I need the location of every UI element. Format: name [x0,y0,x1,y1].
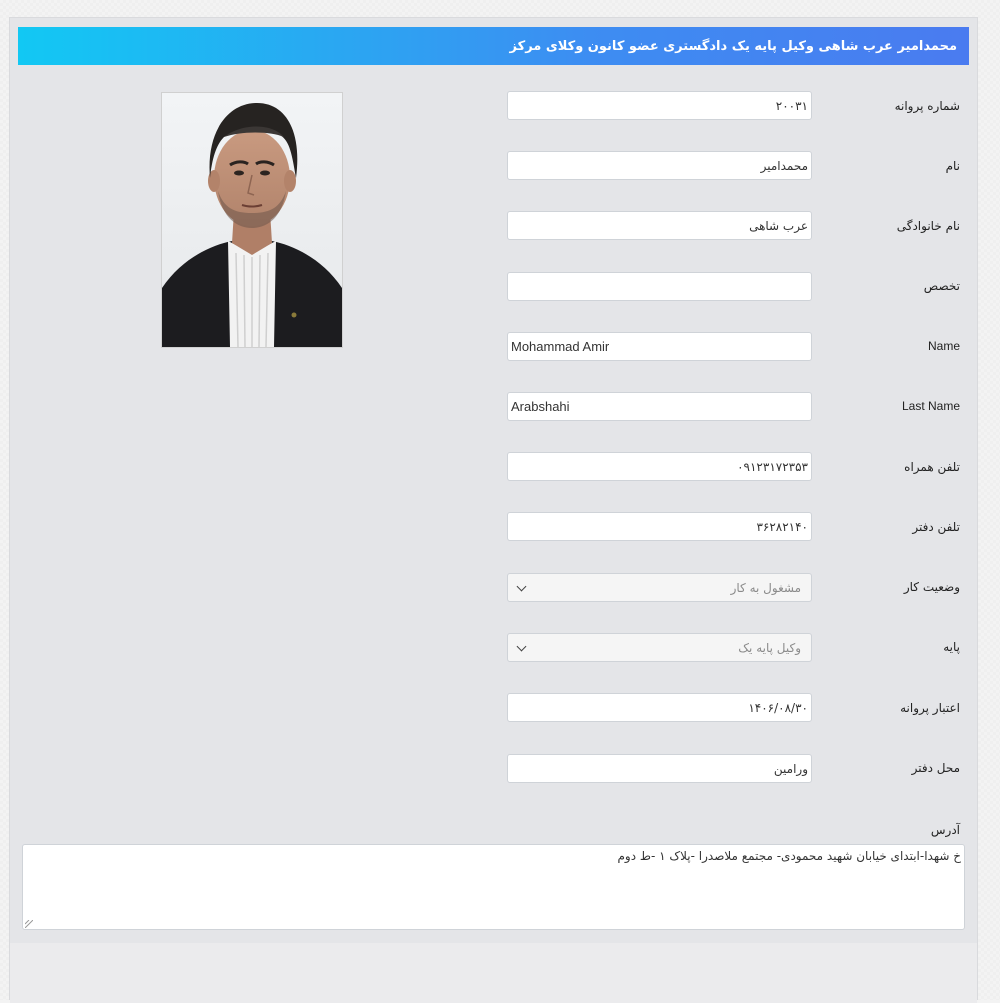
profile-header [18,27,969,65]
work-status-label: وضعیت کار [903,580,960,594]
first-name-label: نام [945,159,960,173]
page-title: محمدامیر عرب شاهی وکیل پایه یک دادگستری عضو کانون وکلای مرکز [509,38,957,54]
address-text: خ شهدا-ابتدای خیابان شهید محمودی- مجتمع ملاصدرا -پلاک ۱ -ط دوم [617,849,961,863]
office-phone-field[interactable]: ۳۶۲۸۲۱۴۰ [507,512,812,541]
last-name-en-field[interactable]: Arabshahi [507,392,812,421]
lawyer-photo [161,92,343,348]
mobile-label: تلفن همراه [904,460,960,474]
grade-label: پایه [943,640,960,654]
address-textarea[interactable] [22,844,965,930]
chevron-down-icon [517,581,527,591]
panel-footer [10,943,977,1003]
last-name-en-label: Last Name [901,399,960,413]
address-label: آدرس [930,823,960,837]
name-en-field[interactable]: Mohammad Amir [507,332,812,361]
office-phone-label: تلفن دفتر [912,520,960,534]
name-en-label: Name [927,339,960,353]
license-validity-label: اعتبار پروانه [900,701,960,715]
last-name-label: نام خانوادگی [896,219,960,233]
grade-select[interactable] [507,633,812,662]
work-status-select[interactable] [507,573,812,602]
mobile-field[interactable]: ۰۹۱۲۳۱۷۲۳۵۳ [507,452,812,481]
chevron-down-icon [517,641,527,651]
office-location-label: محل دفتر [911,761,960,775]
lawyer-profile-panel [9,17,978,1000]
license-number-field[interactable]: ۲۰۰۳۱ [507,91,812,120]
work-status-value: مشغول به کار [730,580,801,595]
license-number-label: شماره پروانه [894,99,960,113]
resize-handle-icon[interactable] [25,920,33,928]
grade-value: وکیل پایه یک [738,640,801,655]
last-name-field[interactable]: عرب شاهی [507,211,812,240]
license-validity-field[interactable]: ۱۴۰۶/۰۸/۳۰ [507,693,812,722]
first-name-field[interactable]: محمدامیر [507,151,812,180]
specialty-field[interactable] [507,272,812,301]
specialty-label: تخصص [923,279,960,293]
lawyer-portrait-icon [162,93,342,347]
office-location-field[interactable]: ورامین [507,754,812,783]
